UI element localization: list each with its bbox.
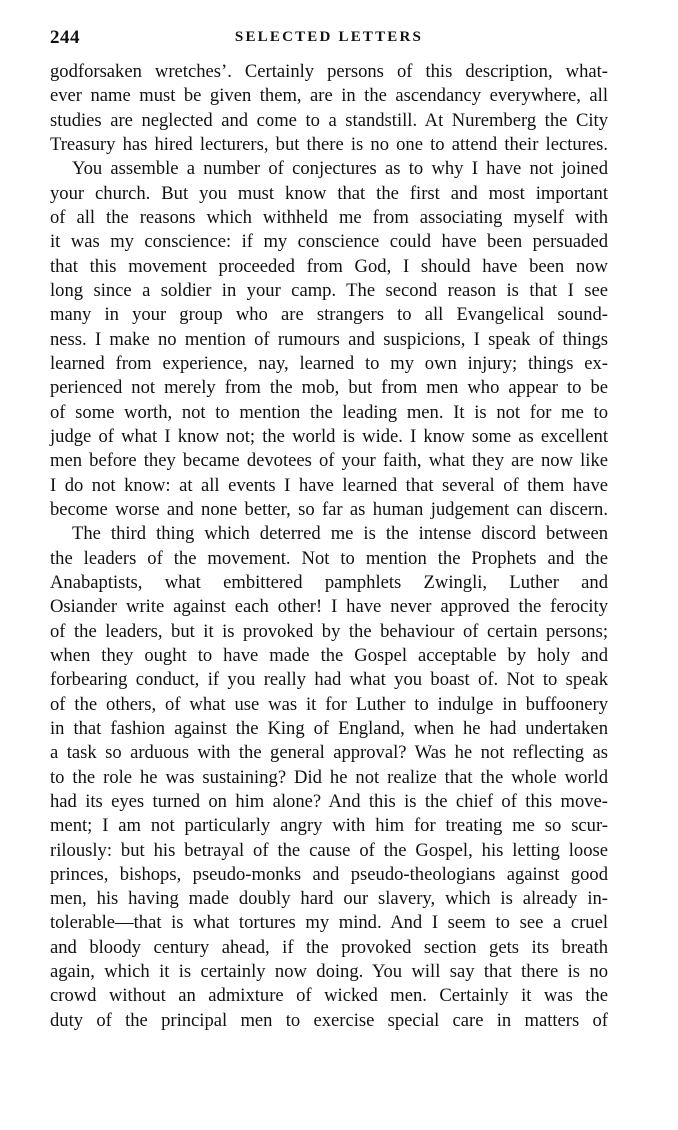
text-line: of some worth, not to mention the leading men. It is not for me to bbox=[50, 401, 608, 423]
text-line: long since a soldier in your camp. The second reason is that I see bbox=[50, 279, 608, 301]
text-line: crowd without an admixture of wicked men. Certainly it was the bbox=[50, 985, 608, 1007]
text-line: tolerable—that is what tortures my mind. And I seem to see a cruel bbox=[50, 912, 608, 934]
text-line: again, which it is certainly now doing. You will say that there is no bbox=[50, 961, 608, 983]
text-line: a task so arduous with the general approval? Was he not reflecting as bbox=[50, 742, 608, 764]
text-line: men before they became devotees of your faith, what they are now like bbox=[50, 450, 608, 472]
text-line: of all the reasons which withheld me from associating myself with bbox=[50, 206, 608, 228]
letter-body bbox=[50, 60, 608, 1033]
text-line: godforsaken wretches’. Certainly persons of this description, what- bbox=[50, 61, 608, 82]
text-line: perienced not merely from the mob, but from men who appear to be bbox=[50, 377, 608, 399]
text-line: duty of the principal men to exercise special care in matters of bbox=[50, 1009, 608, 1031]
text-line: learned from experience, nay, learned to my own injury; things ex- bbox=[50, 352, 608, 374]
text-line: of the others, of what use was it for Luther to indulge in buffoonery bbox=[50, 693, 608, 715]
text-line: it was my conscience: if my conscience could have been persuaded bbox=[50, 231, 608, 253]
text-line: Anabaptists, what embittered pamphlets Zwingli, Luther and bbox=[50, 571, 608, 593]
text-line: studies are neglected and come to a standstill. At Nuremberg the City bbox=[50, 109, 608, 131]
text-line: had its eyes turned on him alone? And this is the chief of this move- bbox=[50, 790, 608, 812]
paragraph-start-line: You assemble a number of conjectures as to why I have not joined bbox=[72, 158, 608, 180]
running-title: SELECTED LETTERS bbox=[234, 29, 424, 45]
page-number: 244 bbox=[50, 27, 80, 48]
text-line: to the role he was sustaining? Did he not realize that the whole world bbox=[50, 766, 608, 788]
text-line: of the leaders, but it is provoked by the behaviour of certain persons; bbox=[50, 620, 608, 642]
text-line: princes, bishops, pseudo-monks and pseudo-theologians against good bbox=[50, 863, 608, 885]
text-line: I do not know: at all events I have learned that several of them have bbox=[50, 474, 608, 496]
text-line: when they ought to have made the Gospel acceptable by holy and bbox=[50, 644, 608, 666]
text-line: the leaders of the movement. Not to mention the Prophets and the bbox=[50, 547, 608, 569]
paragraph-end-line: become worse and none better, so far as human judgement can discern. bbox=[50, 498, 608, 520]
text-line: that this movement proceeded from God, I should have been now bbox=[50, 255, 608, 277]
text-line: ever name must be given them, are in the ascendancy everywhere, all bbox=[50, 85, 608, 107]
text-line: Osiander write against each other! I have never approved the ferocity bbox=[50, 596, 608, 618]
text-line: your church. But you must know that the first and most important bbox=[50, 182, 608, 204]
text-line: forbearing conduct, if you really had what you boast of. Not to speak bbox=[50, 669, 608, 691]
text-line: many in your group who are strangers to all Evangelical sound- bbox=[50, 304, 608, 326]
text-line: judge of what I know not; the world is wide. I know some as excellent bbox=[50, 425, 608, 447]
paragraph-start-line: The third thing which deterred me is the intense discord between bbox=[72, 523, 608, 545]
running-head bbox=[50, 27, 608, 49]
text-line: ment; I am not particularly angry with him for treating me so scur- bbox=[50, 815, 608, 837]
text-line: rilously: but his betrayal of the cause of the Gospel, his letting loose bbox=[50, 839, 608, 861]
text-line: and bloody century ahead, if the provoked section gets its breath bbox=[50, 936, 608, 958]
text-line: ness. I make no mention of rumours and suspicions, I speak of things bbox=[50, 328, 608, 350]
text-line: men, his having made doubly hard our slavery, which is already in- bbox=[50, 888, 608, 910]
paragraph-end-line: Treasury has hired lecturers, but there is no one to attend their lectures. bbox=[50, 133, 608, 155]
text-line: in that fashion against the King of England, when he had undertaken bbox=[50, 717, 608, 739]
